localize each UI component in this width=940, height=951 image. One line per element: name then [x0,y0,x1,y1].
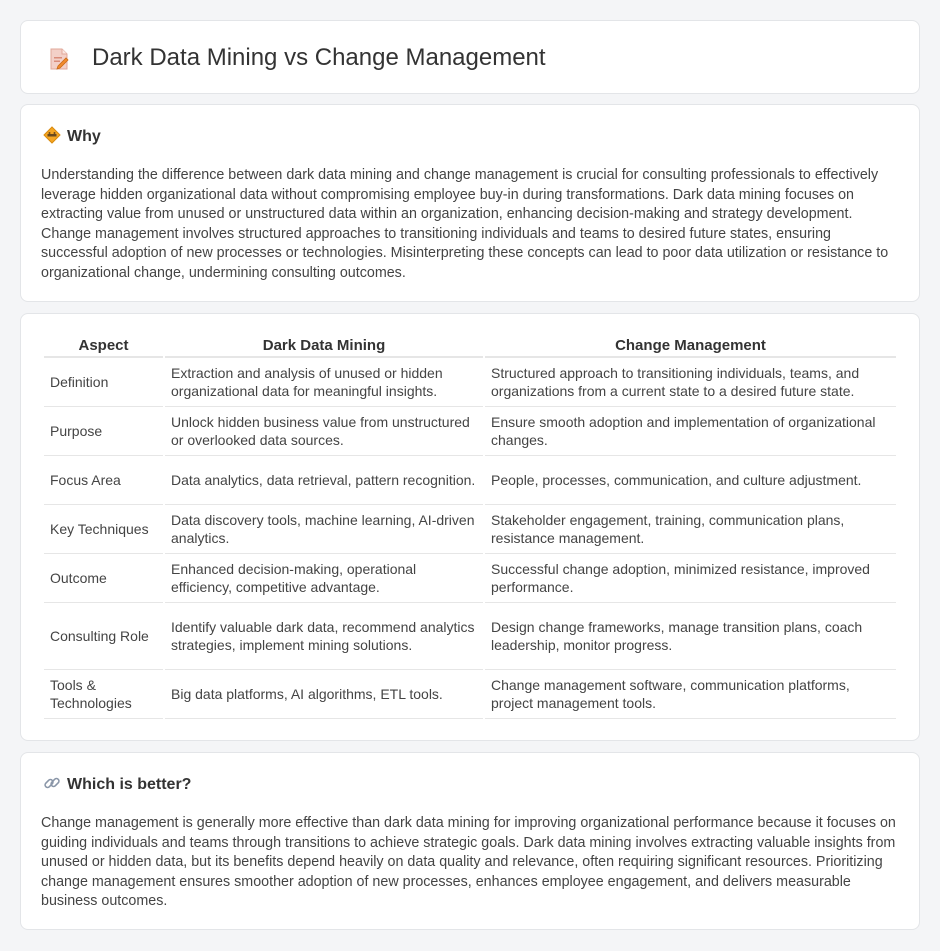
why-heading: Why [67,128,101,145]
table-row [44,407,896,456]
table-row [44,603,896,670]
why-section [20,104,920,302]
row-dark-data-mining: Enhanced decision-making, operational efficiency, competitive advantage. [165,554,483,603]
table-row [44,554,896,603]
table-row [44,456,896,505]
why-text: Understanding the difference between dark data mining and change management is crucial for consulting professionals to effectively leverage hidden organizational data without compromising employee buy-in during transformations. Dark data mining focuses on extracting value from unused or unstructured data within an organization, enhancing decision-making and strategy development. Change management involves structured approaches to transitioning individuals and teams to desired future states, ensuring successful adoption of new processes or technologies. Misinterpreting these concepts can lead to poor data utilization or resistance to organizational change, undermining consulting outcomes. [41,167,889,281]
row-dark-data-mining: Data discovery tools, machine learning, AI-driven analytics. [165,505,483,554]
comparison-table [42,336,898,719]
row-dark-data-mining: Identify valuable dark data, recommend analytics strategies, implement mining solutions. [165,603,483,670]
header-aspect: Aspect [44,336,163,358]
row-change-management: Design change frameworks, manage transition plans, coach leadership, monitor progress. [485,603,896,670]
row-aspect: Definition [44,358,163,407]
row-aspect: Consulting Role [44,603,163,670]
header-dark-data-mining: Dark Data Mining [165,336,483,358]
row-aspect: Outcome [44,554,163,603]
row-aspect: Purpose [44,407,163,456]
title-card [20,20,920,94]
document-pencil-icon [47,47,71,76]
row-dark-data-mining: Unlock hidden business value from unstructured or overlooked data sources. [165,407,483,456]
row-change-management: Change management software, communication platforms, project management tools. [485,670,896,719]
row-aspect: Key Techniques [44,505,163,554]
row-change-management: Stakeholder engagement, training, communication plans, resistance management. [485,505,896,554]
page-title: Dark Data Mining vs Change Management [92,44,546,71]
row-dark-data-mining: Data analytics, data retrieval, pattern recognition. [165,456,483,505]
table-row [44,670,896,719]
row-change-management: People, processes, communication, and culture adjustment. [485,456,896,505]
row-change-management: Ensure smooth adoption and implementation of organizational changes. [485,407,896,456]
comparison-section [20,313,920,741]
row-aspect: Tools & Technologies [44,670,163,719]
row-change-management: Structured approach to transitioning individuals, teams, and organizations from a current state to a desired future state. [485,358,896,407]
row-change-management: Successful change adoption, minimized resistance, improved performance. [485,554,896,603]
table-row [44,505,896,554]
table-header-row [44,336,896,358]
row-dark-data-mining: Extraction and analysis of unused or hidden organizational data for meaningful insights. [165,358,483,407]
row-aspect: Focus Area [44,456,163,505]
table-row [44,358,896,407]
which-is-better-text: Change management is generally more effective than dark data mining for improving organizational performance because it focuses on guiding individuals and teams through transitions to achieve strategic goals. Dark data mining involves extracting valuable insights from unused or hidden data, but its benefits depend heavily on data quality and relevance, often requiring significant resources. Prioritizing change management ensures smoother adoption of new processes, enhances employee engagement, and delivers measurable business outcomes. [41,815,896,910]
link-icon [43,774,61,797]
which-is-better-heading: Which is better? [67,776,192,793]
header-change-management: Change Management [485,336,896,358]
which-is-better-section [20,752,920,930]
row-dark-data-mining: Big data platforms, AI algorithms, ETL tools. [165,670,483,719]
diamond-caution-icon [43,126,61,149]
